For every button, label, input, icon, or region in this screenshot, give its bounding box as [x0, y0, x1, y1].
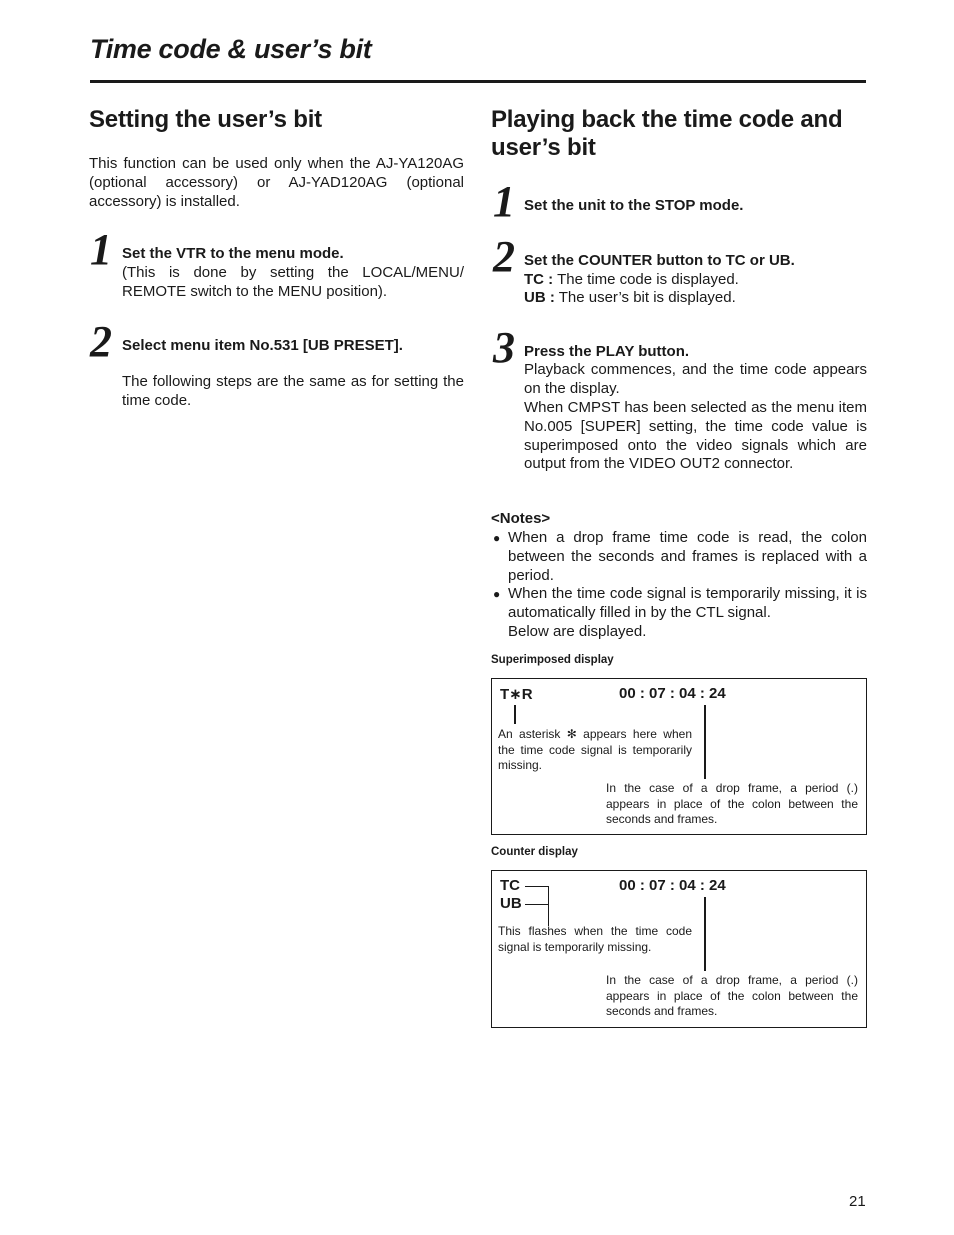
tr-label: T∗R	[500, 686, 533, 703]
tc-text: The time code is displayed.	[553, 271, 739, 288]
step-number: 3	[493, 323, 515, 372]
title-rule	[90, 80, 866, 83]
step-title: Set the COUNTER button to TC or UB.	[524, 252, 795, 269]
tc-label: TC	[500, 877, 520, 894]
step-number: 2	[493, 232, 515, 281]
superimposed-display-box	[491, 678, 867, 835]
bullet-icon: ●	[493, 531, 501, 545]
ub-key: UB :	[524, 289, 555, 306]
step-number: 1	[493, 177, 515, 226]
note-text: When the time code signal is temporarily missing, it is automatically filled in by the CTL signal.	[508, 585, 867, 621]
step-number: 1	[90, 225, 112, 274]
bullet-icon: ●	[493, 587, 501, 601]
step-body: When CMPST has been selected as the menu item No.005 [SUPER] setting, the time code value is superimposed onto the video signals which are output from the VIDEO OUT2 connector.	[524, 399, 867, 473]
pointer-line	[704, 897, 706, 971]
notes-extra: Below are displayed.	[508, 623, 647, 640]
pointer-line	[704, 705, 706, 779]
superimposed-caption: Superimposed display	[491, 654, 614, 666]
counter-display-box	[491, 870, 867, 1028]
pointer-line	[514, 705, 516, 724]
note-item	[491, 585, 867, 623]
page-title: Time code & user’s bit	[90, 34, 372, 64]
step-body: Playback commences, and the time code appears on the display.	[524, 361, 867, 397]
ub-label: UB	[500, 895, 522, 912]
step-title: Set the unit to the STOP mode.	[524, 197, 744, 214]
step-line-tc	[524, 271, 739, 290]
intro-paragraph: This function can be used only when the AJ-YA120AG (optional accessory) or AJ-YAD120AG (optional accessory) is installed.	[89, 155, 464, 210]
timecode-readout: 00 : 07 : 04 : 24	[619, 685, 726, 702]
bracket-line	[525, 904, 549, 905]
bracket-line	[525, 886, 549, 887]
step-title: Set the VTR to the menu mode.	[122, 245, 344, 262]
step-body: (This is done by setting the LOCAL/MENU/ REMOTE switch to the MENU position).	[122, 264, 464, 300]
notes-heading: <Notes>	[491, 510, 551, 527]
step-line-ub	[524, 289, 736, 308]
note-item	[491, 529, 867, 585]
section-heading-users-bit: Setting the user’s bit	[89, 106, 322, 133]
annotation-drop-frame: In the case of a drop frame, a period (.) appears in place of the colon between the seconds and frames.	[606, 781, 858, 827]
counter-caption: Counter display	[491, 846, 578, 858]
page-number: 21	[849, 1193, 866, 1210]
step-number: 2	[90, 317, 112, 366]
annotation-asterisk: An asterisk ✻ appears here when the time code signal is temporarily missing.	[498, 727, 692, 773]
timecode-readout: 00 : 07 : 04 : 24	[619, 877, 726, 894]
bracket-line	[548, 886, 549, 926]
ub-text: The user’s bit is displayed.	[554, 289, 736, 306]
step-body: The following steps are the same as for setting the time code.	[122, 373, 464, 409]
note-text: When a drop frame time code is read, the colon between the seconds and frames is replaced with a period.	[508, 529, 867, 584]
step-title: Press the PLAY button.	[524, 343, 690, 360]
step-title: Select menu item No.531 [UB PRESET].	[122, 337, 403, 354]
section-heading-playback: Playing back the time code and user’s bit	[491, 106, 843, 161]
annotation-drop-frame: In the case of a drop frame, a period (.) appears in place of the colon between the seconds and frames.	[606, 973, 858, 1019]
tc-key: TC :	[524, 271, 554, 288]
annotation-flash: This flashes when the time code signal is temporarily missing.	[498, 924, 692, 954]
